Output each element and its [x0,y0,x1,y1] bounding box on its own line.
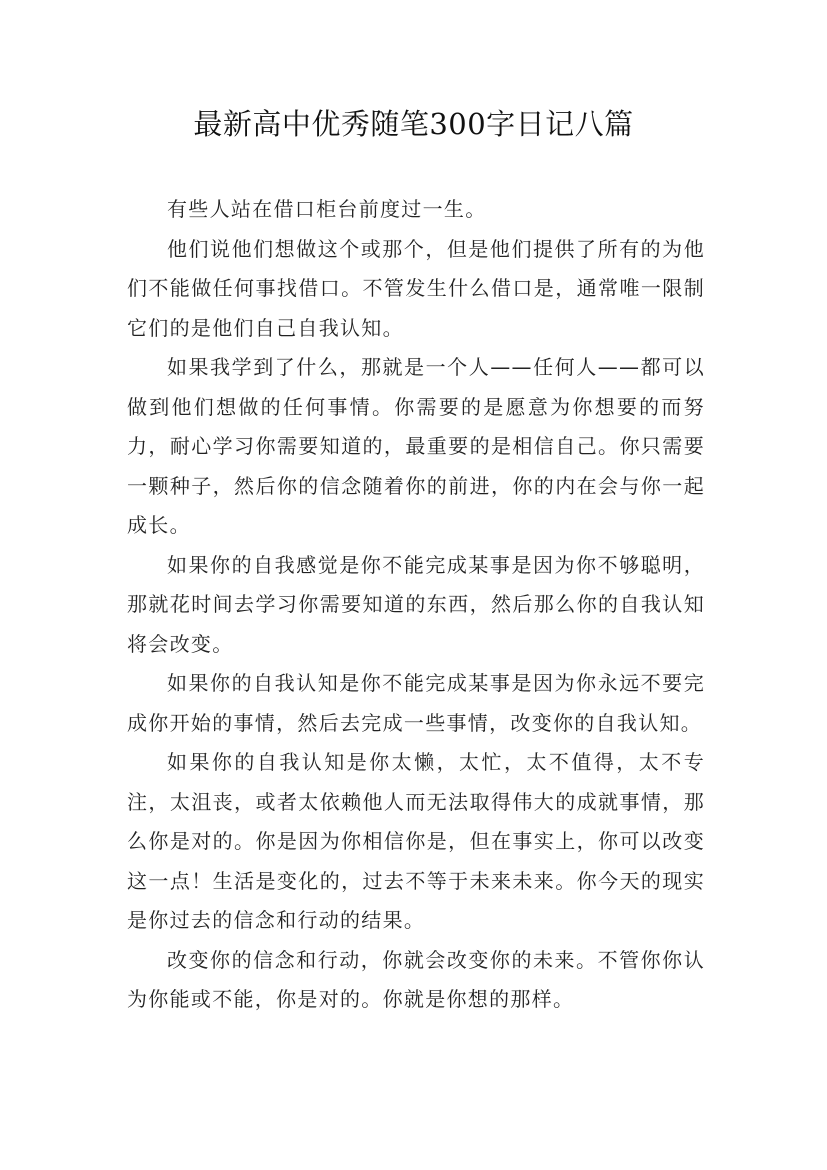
document-body [127,190,705,1020]
paragraph: 如果我学到了什么，那就是一个人——任何人——都可以做到他们想做的任何事情。你需要的是愿意为你想要的而努力，耐心学习你需要知道的，最重要的是相信自己。你只需要一颗种子，然后你的信念随着你的前进，你的内在会与你一起成长。 [127,355,705,537]
paragraph: 改变你的信念和行动，你就会改变你的未来。不管你你认为你能或不能，你是对的。你就是你想的那样。 [127,947,705,1011]
paragraph: 他们说他们想做这个或那个，但是他们提供了所有的为他们不能做任何事找借口。不管发生什么借口是，通常唯一限制它们的是他们自己自我认知。 [127,236,705,340]
paragraph: 有些人站在借口柜台前度过一生。 [167,197,487,221]
document-title: 最新高中优秀随笔300字日记八篇 [193,107,634,141]
paragraph: 如果你的自我认知是你太懒，太忙，太不值得，太不专注，太沮丧，或者太依赖他人而无法取得伟大的成就事情，那么你是对的。你是因为你相信你是，但在事实上，你可以改变这一点！生活是变化的，过去不等于未来未来。你今天的现实是你过去的信念和行动的结果。 [127,750,705,932]
paragraph: 如果你的自我感觉是你不能完成某事是因为你不够聪明，那就花时间去学习你需要知道的东西，然后那么你的自我认知将会改变。 [127,552,705,656]
paragraph: 如果你的自我认知是你不能完成某事是因为你永远不要完成你开始的事情，然后去完成一些事情，改变你的自我认知。 [127,671,705,735]
